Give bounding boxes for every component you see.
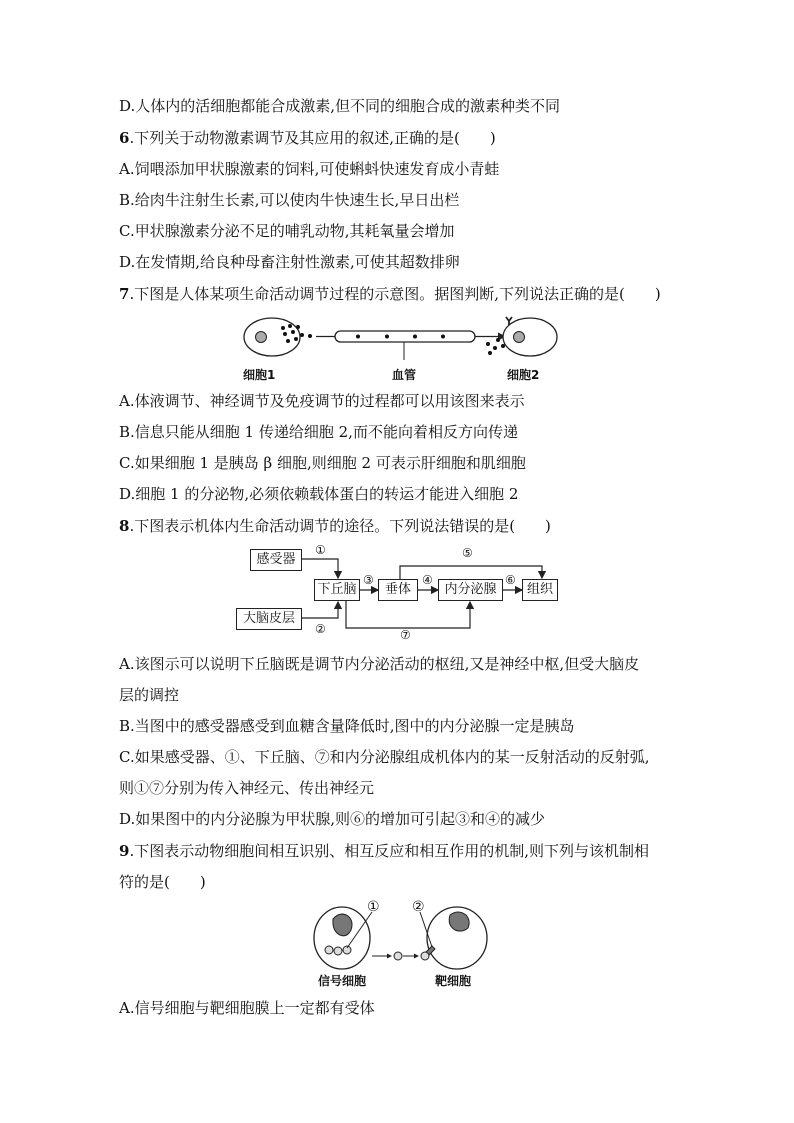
- q8-option-a-line2: 层的调控: [119, 686, 180, 704]
- fig9-label-1: ①: [367, 899, 380, 915]
- q6-option-b: B.给肉牛注射生长素,可以使肉牛快速生长,早日出栏: [119, 191, 460, 209]
- q6-number: 6: [119, 129, 130, 147]
- q8-number: 8: [119, 517, 130, 535]
- hypothalamus-box: 下丘脑: [314, 579, 360, 601]
- q7-text: .下图是人体某项生命活动调节过程的示意图。据图判断,下列说法正确的是( ): [129, 285, 661, 303]
- path-6-label: ⑥: [505, 573, 516, 587]
- q5-option-d: D.人体内的活细胞都能合成激素,但不同的细胞合成的激素种类不同: [119, 97, 561, 115]
- target-cell-nucleus: [449, 912, 469, 931]
- secretion-dots-cell2: [486, 338, 505, 355]
- path-2-label: ②: [315, 622, 326, 636]
- fig9-label-2: ②: [412, 899, 425, 915]
- path-4-label: ④: [422, 573, 433, 587]
- receptor-box: 感受器: [250, 549, 302, 571]
- q7-option-c: C.如果细胞 1 是胰岛 β 细胞,则细胞 2 可表示肝细胞和肌细胞: [119, 454, 526, 472]
- q7-option-d: D.细胞 1 的分泌物,必须依赖载体蛋白的转运才能进入细胞 2: [119, 485, 519, 503]
- cell-1-nucleus: [256, 332, 267, 343]
- path-1-label: ①: [315, 543, 326, 557]
- q8-option-c-line1: C.如果感受器、①、下丘脑、⑦和内分泌腺组成机体内的某一反射活动的反射弧,: [119, 748, 650, 766]
- q9-number: 9: [119, 842, 130, 860]
- q8-text: .下图表示机体内生命活动调节的途径。下列说法错误的是( ): [129, 517, 551, 535]
- q9-stem-line2: 符的是( ): [119, 873, 206, 891]
- signal-molecule: [394, 952, 402, 960]
- gland-box: 内分泌腺: [438, 579, 503, 601]
- q6-stem: [119, 128, 496, 148]
- q8-option-a-line1: A.该图示可以说明下丘脑既是调节内分泌活动的枢纽,又是神经中枢,但受大脑皮: [119, 655, 640, 673]
- path-3-label: ③: [363, 573, 374, 587]
- cell-1: [244, 318, 300, 356]
- q7-number: 7: [119, 285, 130, 303]
- q6-option-a: A.饲喂添加甲状腺激素的饲料,可使蝌蚪快速发育成小青蛙: [119, 160, 500, 178]
- q7-option-b: B.信息只能从细胞 1 传递给细胞 2,而不能向着相反方向传递: [119, 423, 518, 441]
- cortex-box: 大脑皮层: [236, 608, 302, 630]
- cell-2: [503, 318, 557, 356]
- q9-option-a: A.信号细胞与靶细胞膜上一定都有受体: [119, 999, 375, 1017]
- q9-stem-line1: [119, 841, 649, 861]
- cell-2-nucleus: [514, 332, 525, 343]
- path-5-label: ⑤: [462, 546, 473, 560]
- q9-text: .下图表示动物细胞间相互识别、相互反应和相互作用的机制,则下列与该机制相: [129, 842, 649, 860]
- target-cell-label: 靶细胞: [435, 974, 472, 988]
- q6-option-c: C.甲状腺激素分泌不足的哺乳动物,其耗氧量会增加: [119, 222, 455, 240]
- q6-option-d: D.在发情期,给良种母畜注射性激素,可使其超数排卵: [119, 253, 460, 271]
- q8-option-c-line2: 则①⑦分别为传入神经元、传出神经元: [119, 779, 375, 797]
- path-7-label: ⑦: [400, 628, 411, 642]
- q7-stem: [119, 284, 661, 304]
- signal-cell-label: 信号细胞: [318, 974, 367, 988]
- figure-9-diagram: [300, 898, 500, 978]
- cell-1-label: 细胞1: [243, 368, 276, 382]
- q7-option-a: A.体液调节、神经调节及免疫调节的过程都可以用该图来表示: [119, 392, 525, 410]
- q8-option-b: B.当图中的感受器感受到血糖含量降低时,图中的内分泌腺一定是胰岛: [119, 717, 575, 735]
- vessel-label: 血管: [392, 368, 417, 382]
- q8-option-d: D.如果图中的内分泌腺为甲状腺,则⑥的增加可引起③和④的减少: [119, 810, 546, 828]
- q8-stem: [119, 516, 551, 536]
- pituitary-box: 垂体: [378, 579, 418, 601]
- cell-2-label: 细胞2: [507, 368, 540, 382]
- tissue-box: 组织: [522, 579, 558, 601]
- q6-text: .下列关于动物激素调节及其应用的叙述,正确的是( ): [129, 129, 496, 147]
